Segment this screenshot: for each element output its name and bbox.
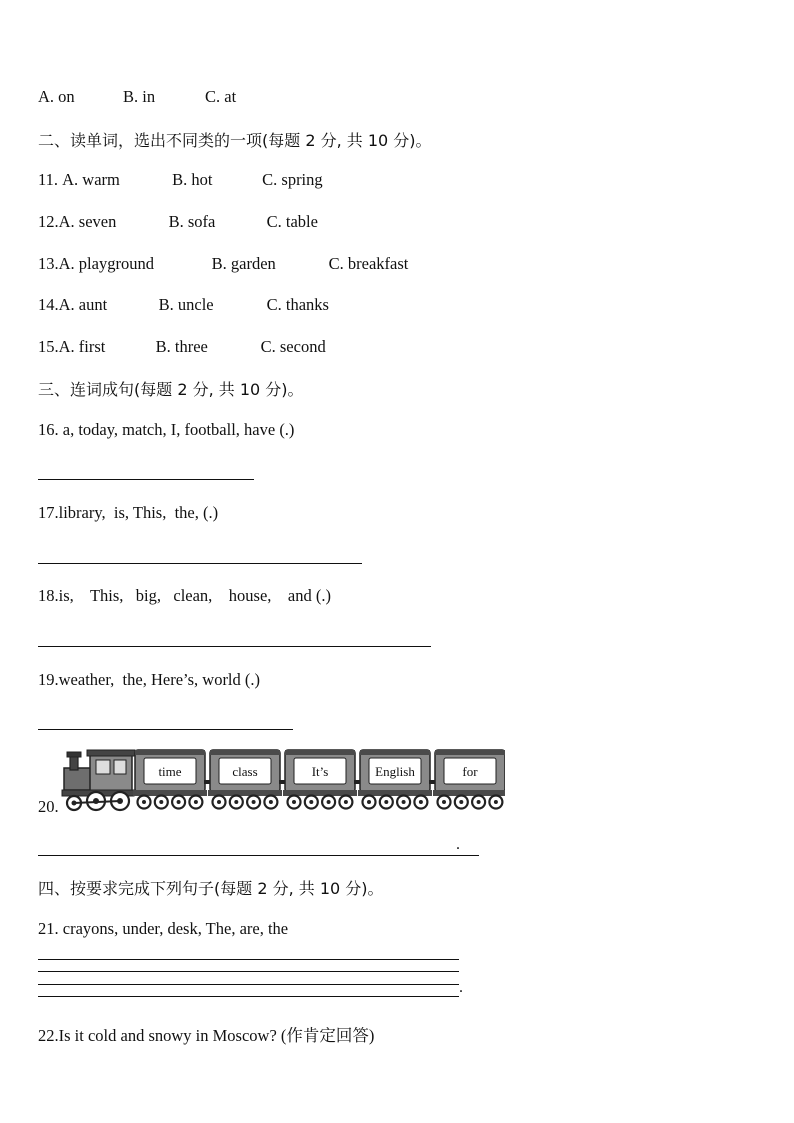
question-19 bbox=[38, 670, 260, 690]
section-4-heading: 四、按要求完成下列句子(每题 2 分, 共 10 分)。 bbox=[38, 879, 384, 898]
q10-option-b: B. in bbox=[123, 87, 156, 106]
question-number: 21. bbox=[38, 919, 63, 938]
wheel-hub bbox=[217, 800, 221, 804]
wheel-hub bbox=[419, 800, 423, 804]
wheel-hub bbox=[252, 800, 256, 804]
question-number: 18. bbox=[38, 586, 59, 605]
train-word: for bbox=[462, 764, 478, 779]
wheel-hub bbox=[494, 800, 498, 804]
question-words: is, This, big, clean, house, and (.) bbox=[58, 586, 331, 605]
answer-line-19[interactable] bbox=[38, 729, 293, 730]
answer-line-20[interactable] bbox=[38, 855, 479, 856]
option-a: A. warm bbox=[62, 170, 120, 189]
option-a: A. aunt bbox=[58, 295, 108, 314]
option-a: A. seven bbox=[58, 212, 117, 231]
train-car bbox=[133, 750, 207, 809]
answer-line-21-3[interactable] bbox=[38, 984, 459, 985]
option-c: C. breakfast bbox=[328, 254, 409, 273]
option-b: B. uncle bbox=[158, 295, 214, 314]
question-number: 16. bbox=[38, 420, 63, 439]
wheel-hub bbox=[459, 800, 463, 804]
wheel-hub bbox=[442, 800, 446, 804]
question-words: crayons, under, desk, The, are, the bbox=[62, 919, 289, 938]
train-car bbox=[208, 750, 282, 809]
wheel-hub bbox=[367, 800, 371, 804]
question-21 bbox=[38, 919, 288, 939]
option-b: B. sofa bbox=[168, 212, 216, 231]
question-words: a, today, match, I, football, have (.) bbox=[62, 420, 295, 439]
car-roof bbox=[210, 750, 280, 755]
q10-option-c: C. at bbox=[205, 87, 237, 106]
answer-line-21-period: . bbox=[459, 979, 463, 996]
wheel-hub bbox=[309, 800, 313, 804]
q10-option-a: A. on bbox=[38, 87, 75, 106]
car-roof bbox=[360, 750, 430, 755]
question-number: 11. bbox=[38, 170, 63, 189]
wheel-hub bbox=[402, 800, 406, 804]
wheel-hub bbox=[292, 800, 296, 804]
answer-line-21-1[interactable] bbox=[38, 959, 459, 960]
option-c: C. second bbox=[260, 337, 326, 356]
wheel-hub bbox=[477, 800, 481, 804]
question-number: 15. bbox=[38, 337, 59, 356]
question-words: weather, the, Here’s, world (.) bbox=[58, 670, 261, 689]
train-word: It’s bbox=[311, 764, 329, 779]
wheel-hub bbox=[344, 800, 348, 804]
answer-line-16[interactable] bbox=[38, 479, 254, 480]
train-car bbox=[358, 750, 432, 809]
option-c: C. thanks bbox=[266, 295, 329, 314]
car-roof bbox=[435, 750, 505, 755]
option-b: B. three bbox=[155, 337, 208, 356]
question-16 bbox=[38, 420, 294, 440]
q10-options bbox=[38, 87, 236, 107]
answer-line-20-period: . bbox=[456, 836, 460, 853]
locomotive-icon bbox=[62, 750, 135, 810]
train-word: English bbox=[375, 764, 415, 779]
question-18 bbox=[38, 586, 331, 606]
wheel-hub bbox=[177, 800, 181, 804]
wheel-hub bbox=[194, 800, 198, 804]
question-15 bbox=[38, 337, 326, 357]
wheel-hub bbox=[234, 800, 238, 804]
question-20 bbox=[38, 797, 59, 817]
question-number: 14. bbox=[38, 295, 59, 314]
train-word: class bbox=[232, 764, 258, 779]
wheel-hub bbox=[327, 800, 331, 804]
option-c: C. table bbox=[266, 212, 318, 231]
answer-line-17[interactable] bbox=[38, 563, 362, 564]
question-number: 19. bbox=[38, 670, 59, 689]
option-a: A. first bbox=[58, 337, 106, 356]
question-number: 13. bbox=[38, 254, 59, 273]
option-b: B. garden bbox=[211, 254, 276, 273]
question-number: 22. bbox=[38, 1026, 59, 1045]
option-a: A. playground bbox=[58, 254, 154, 273]
section-2-heading: 二、读单词，选出不同类的一项(每题 2 分, 共 10 分)。 bbox=[38, 131, 432, 150]
answer-line-21-2[interactable] bbox=[38, 971, 459, 972]
answer-line-18[interactable] bbox=[38, 646, 431, 647]
question-11 bbox=[38, 170, 323, 190]
question-words: library, is, This, the, (.) bbox=[58, 503, 219, 522]
question-13 bbox=[38, 254, 408, 274]
question-number: 20. bbox=[38, 797, 59, 816]
section-3-heading: 三、连词成句(每题 2 分, 共 10 分)。 bbox=[38, 380, 304, 399]
car-roof bbox=[135, 750, 205, 755]
question-22 bbox=[38, 1022, 374, 1046]
wheel-hub bbox=[159, 800, 163, 804]
question-12 bbox=[38, 212, 318, 232]
question-number: 12. bbox=[38, 212, 59, 231]
question-words: Is it cold and snowy in Moscow? (作肯定回答) bbox=[58, 1026, 375, 1045]
wheel-hub bbox=[384, 800, 388, 804]
train-car bbox=[283, 750, 357, 809]
answer-line-21-4[interactable] bbox=[38, 996, 459, 997]
wheel-hub bbox=[142, 800, 146, 804]
train-word: time bbox=[158, 764, 182, 779]
train-car bbox=[433, 750, 505, 809]
option-b: B. hot bbox=[172, 170, 213, 189]
question-number: 17. bbox=[38, 503, 59, 522]
car-roof bbox=[285, 750, 355, 755]
question-17 bbox=[38, 503, 218, 523]
wheel-hub bbox=[269, 800, 273, 804]
train-illustration bbox=[60, 748, 505, 812]
question-14 bbox=[38, 295, 329, 315]
option-c: C. spring bbox=[262, 170, 323, 189]
